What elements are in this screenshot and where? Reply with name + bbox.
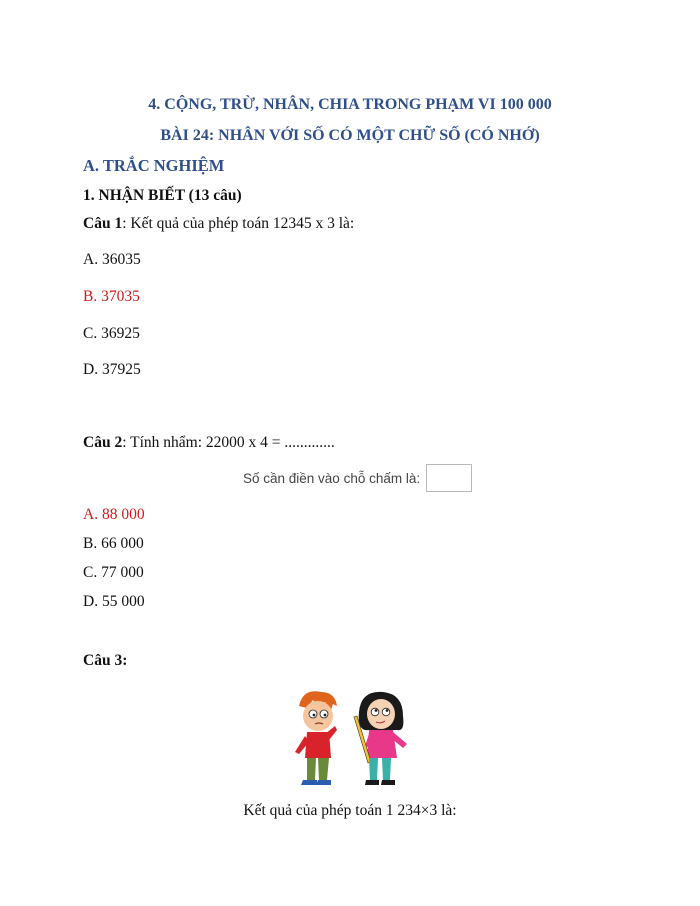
- question-1-text: : Kết quả của phép toán 12345 x 3 là:: [122, 215, 355, 232]
- q1-option-c[interactable]: C. 36925: [83, 325, 140, 342]
- q2-option-a[interactable]: A. 88 000: [83, 506, 145, 523]
- question-1-label: Câu 1: [83, 215, 123, 232]
- q2-option-c[interactable]: C. 77 000: [83, 564, 144, 581]
- question-2-text: : Tính nhẩm: 22000 x 4 = .............: [122, 434, 335, 451]
- q2-option-d[interactable]: D. 55 000: [83, 593, 145, 610]
- q1-option-a[interactable]: A. 36035: [83, 251, 141, 268]
- question-3-text: Kết quả của phép toán 1 234×3 là:: [243, 802, 457, 819]
- section-title: A. TRẮC NGHIỆM: [83, 156, 225, 175]
- lesson-title: BÀI 24: NHÂN VỚI SỐ CÓ MỘT CHỮ SỐ (CÓ NHỚ): [160, 127, 540, 144]
- question-3-label: Câu 3:: [83, 652, 128, 669]
- question-2: [83, 434, 335, 452]
- q1-option-b[interactable]: B. 37035: [83, 288, 140, 305]
- q2-option-b[interactable]: B. 66 000: [83, 535, 144, 552]
- question-1: [83, 215, 354, 233]
- section-subtitle: 1. NHẬN BIẾT (13 câu): [83, 187, 242, 204]
- question-2-label: Câu 2: [83, 434, 123, 451]
- girl-figure: [354, 692, 407, 785]
- fill-in-answer-box[interactable]: [426, 464, 472, 492]
- boy-figure: [295, 691, 337, 785]
- children-illustration: [285, 686, 421, 786]
- fill-in-label: Số cần điền vào chỗ chấm là:: [243, 470, 421, 486]
- chapter-title: 4. CỘNG, TRỪ, NHÂN, CHIA TRONG PHẠM VI 100 000: [148, 96, 552, 113]
- fill-in-prompt: [243, 463, 472, 493]
- q1-option-d[interactable]: D. 37925: [83, 361, 141, 378]
